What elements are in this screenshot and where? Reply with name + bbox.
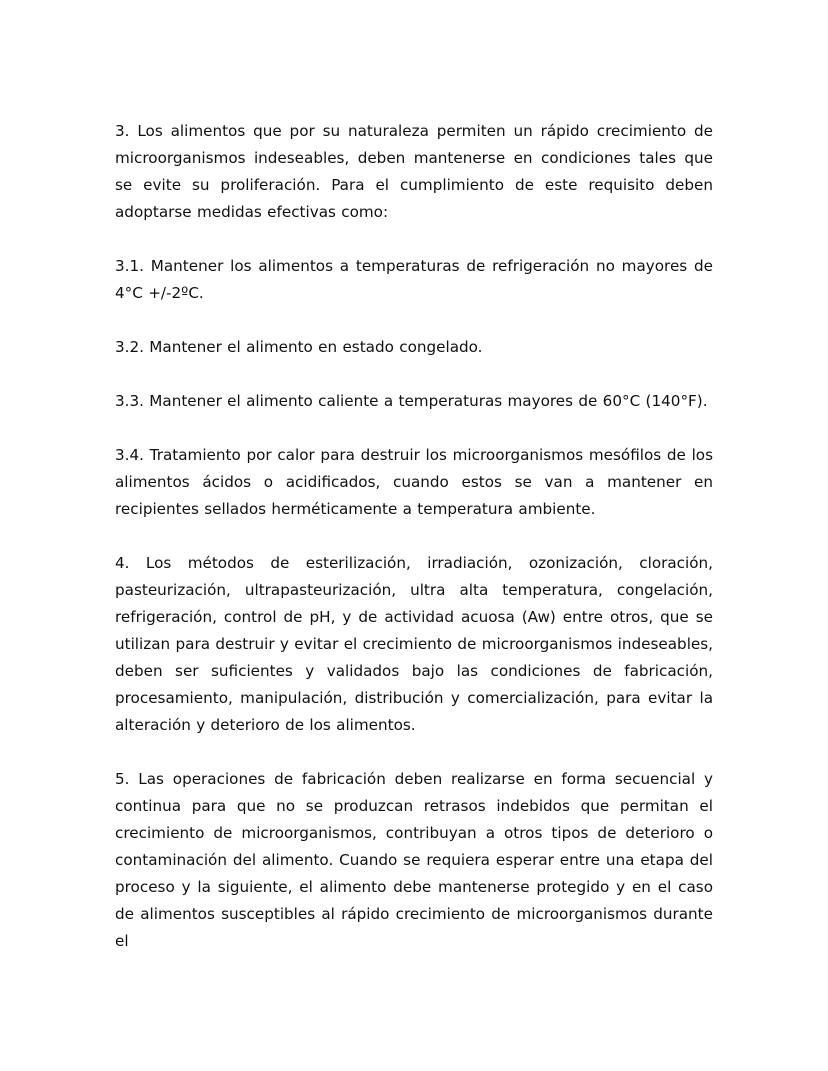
paragraph-5: 5. Las operaciones de fabricación deben realizarse en forma secuencial y continua para que no se produzcan retrasos indebidos que permitan el crecimiento de microorganismos, contribuyan a otros tipos de deterioro o contaminación del alimento. Cuando se requiera esperar entre una etapa del proceso y la siguiente, el alimento debe mantenerse protegido y en el caso de alimentos susceptibles al rápido crecimiento de microorganismos durante el — [115, 770, 713, 950]
paragraph-3-1: 3.1. Mantener los alimentos a temperaturas de refrigeración no mayores de 4°C +/-2ºC. — [115, 257, 713, 302]
paragraph-3: 3. Los alimentos que por su naturaleza permiten un rápido crecimiento de microorganismos indeseables, deben mantenerse en condiciones tales que se evite su proliferación. Para el cumplimiento de este requisito deben adoptarse medidas efectivas como: — [115, 122, 713, 221]
paragraph-3-2: 3.2. Mantener el alimento en estado congelado. — [115, 338, 483, 356]
document-body — [115, 118, 713, 955]
paragraph-3-4: 3.4. Tratamiento por calor para destruir los microorganismos mesófilos de los alimentos ácidos o acidificados, cuando estos se van a mantener en recipientes sellados herméticamente a temperatura ambiente. — [115, 446, 713, 518]
paragraph-3-3: 3.3. Mantener el alimento caliente a temperaturas mayores de 60°C (140°F). — [115, 392, 708, 410]
paragraph-4: 4. Los métodos de esterilización, irradiación, ozonización, cloración, pasteurización, ultrapasteurización, ultra alta temperatura, congelación, refrigeración, control de pH, y de actividad acuosa (Aw) entre otros, que se utilizan para destruir y evitar el crecimiento de microorganismos indeseables, deben ser suficientes y validados bajo las condiciones de fabricación, procesamiento, manipulación, distribución y comercialización, para evitar la alteración y deterioro de los alimentos. — [115, 554, 713, 734]
